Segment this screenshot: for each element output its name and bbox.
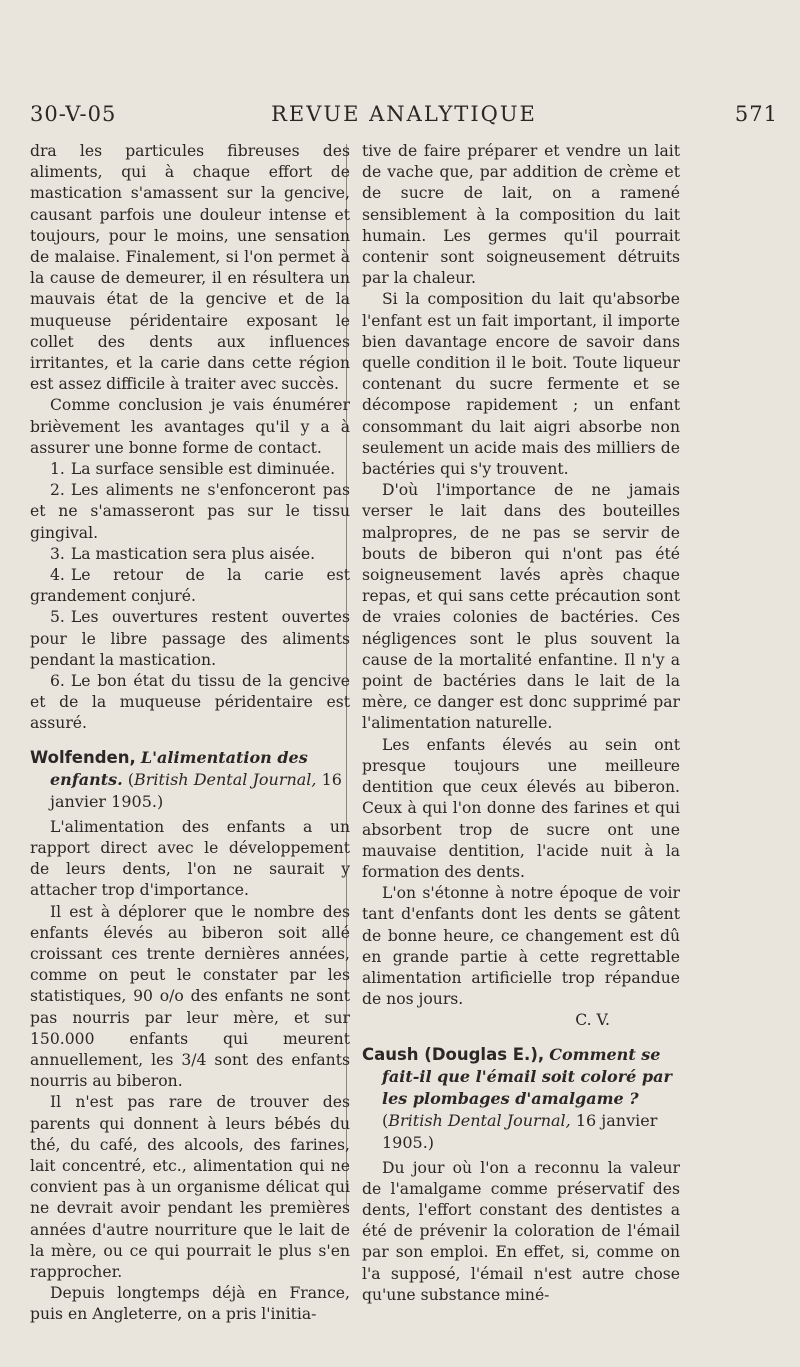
article-date: 16 janvier 1905.) (50, 769, 342, 811)
source-paren: ( (127, 769, 135, 789)
list-item-number: 4. (50, 566, 65, 585)
journal-name: British Dental Journal, (388, 1110, 571, 1130)
list-item (30, 565, 350, 607)
running-title: REVUE ANALYTIQUE (271, 102, 537, 126)
paragraph: tive de faire préparer et vendre un lait de vache que, par addition de crème et de sucre de lait, on a ramené sensiblement à la composition du lait humain. Les germes qu'il pourrait contenir sont soigneusement détruits par la chaleur. (362, 142, 680, 288)
paragraph: L'alimentation des enfants a un rapport direct avec le développement de leurs dents, l'on ne saurait y attacher trop d'importance. (30, 817, 350, 900)
list-item-number: 6. (50, 672, 65, 691)
paragraph: D'où l'importance de ne jamais verser le lait dans des bouteilles malpropres, de ne pas se servir de bouts de biberon qui n'ont pas été soigneusement lavés après chaque repas, et qui sans cette précaution sont de vraies colonies de bactéries. Ces négligences sont le plus souvent la cause de la mortalité enfantine. Il n'y a point de bactéries dans le lait de la mère, ce danger est donc supprimé par l'alimentation naturelle. (362, 481, 680, 733)
page-header (30, 102, 778, 136)
article-author: Caush (Douglas E.), (362, 1044, 545, 1064)
advantages-list (30, 459, 350, 735)
list-item (30, 671, 350, 735)
list-item (30, 480, 350, 544)
left-column (30, 141, 350, 1326)
paragraph: Il est à déplorer que le nombre des enfants élevés au biberon soit allé croissant ces trente dernières années, comme on peut le constater par les statistiques, 90 o/o des enfants ne sont pas nourris par leur mère, et sur 150.000 enfants qui meurent annuellement, les 3/4 sont des enfants nourris au biberon. (30, 902, 350, 1091)
list-item-number: 3. (50, 544, 65, 563)
list-item-text: Les ouvertures restent ouvertes pour le libre passage des aliments pendant la mastication. (30, 608, 350, 669)
paragraph: Depuis longtemps déjà en France, puis en Angleterre, on a pris l'initia- (30, 1284, 350, 1324)
page-number: 571 (734, 102, 778, 126)
article-date: 16 janvier 1905.) (382, 1110, 658, 1152)
author-initials: C. V. (575, 1011, 610, 1030)
list-item-text: Le bon état du tissu de la gencive et de la muqueuse péridentaire est assuré. (30, 672, 350, 733)
journal-name: British Dental Journal, (134, 769, 317, 789)
paragraph: Comme conclusion je vais énumérer brièvement les avantages qu'il y a à assurer une bonne forme de contact. (30, 396, 350, 457)
list-item (30, 544, 350, 565)
article-title: Comment se fait-il que l'émail soit coloré par les plombages d'amalgame ? (382, 1044, 672, 1108)
list-item-text: La surface sensible est diminuée. (70, 460, 336, 479)
paragraph: L'on s'étonne à notre époque de voir tant d'enfants dont les dents se gâtent de bonne heure, ce changement est dû en grande partie à cette regrettable alimentation artificielle trop répandue de nos jours. (362, 884, 680, 1009)
right-column (362, 141, 680, 1306)
list-item (30, 459, 350, 480)
list-item-number: 2. (50, 481, 65, 500)
source-paren: ( (382, 1110, 389, 1130)
list-item-text: Le retour de la carie est grandement conjuré. (30, 566, 350, 606)
paragraph: dra les particules fibreuses des aliments, qui à chaque effort de mastication s'amassent sur la gencive, causant parfois une douleur intense et toujours, pour le moins, une sensation de malaise. Finalement, si l'on permet à la cause de demeurer, il en résultera un mauvais état de la gencive et de la muqueuse péridentaire exposant le collet des dents aux influences irritantes, et la carie dans cette région est assez difficile à traiter avec succès. (30, 142, 350, 394)
article-title: L'alimentation des enfants. (50, 747, 308, 789)
paragraph: Du jour où l'on a reconnu la valeur de l'amalgame comme préservatif des dents, l'effort constant des dentistes a été de prévenir la coloration de l'émail par son emploi. En effet, si, comme on l'a supposé, l'émail n'est autre chose qu'une substance miné- (362, 1158, 680, 1304)
list-item-number: 1. (50, 460, 65, 479)
paragraph: Si la composition du lait qu'absorbe l'enfant est un fait important, il importe bien davantage encore de savoir dans quelle condition il le boit. Toute liqueur contenant du sucre fermente et se décompose rapidement ; un enfant consommant du lait aigri absorbe non seulement un acide mais des milliers de bactéries qui s'y trouvent. (362, 290, 680, 479)
list-item-text: Les aliments ne s'enfonceront pas et ne s'amasseront pas sur le tissu gingival. (30, 481, 350, 542)
list-item (30, 607, 350, 671)
article-heading (30, 747, 350, 813)
paragraph: Les enfants élevés au sein ont presque toujours une meilleure dentition que ceux élevés au biberon. Ceux à qui l'on donne des farines et qui absorbent trop de sucre ont une mauvaise dentition, l'acide nuit à la formation des dents. (362, 735, 680, 881)
article-heading (362, 1044, 680, 1154)
issue-date: 30-V-05 (30, 102, 117, 126)
list-item-number: 5. (50, 608, 65, 627)
paragraph: Il n'est pas rare de trouver des parents qui donnent à leurs bébés du thé, du café, des alcools, des farines, lait concentré, etc., alimentation qui ne convient pas à un organisme délicat qui ne devrait avoir pendant les premières années d'autre nourriture que le lait de la mère, ou ce qui pourrait le plus s'en rapprocher. (30, 1093, 350, 1281)
list-item-text: La mastication sera plus aisée. (70, 544, 316, 563)
article-author: Wolfenden, (30, 747, 136, 767)
